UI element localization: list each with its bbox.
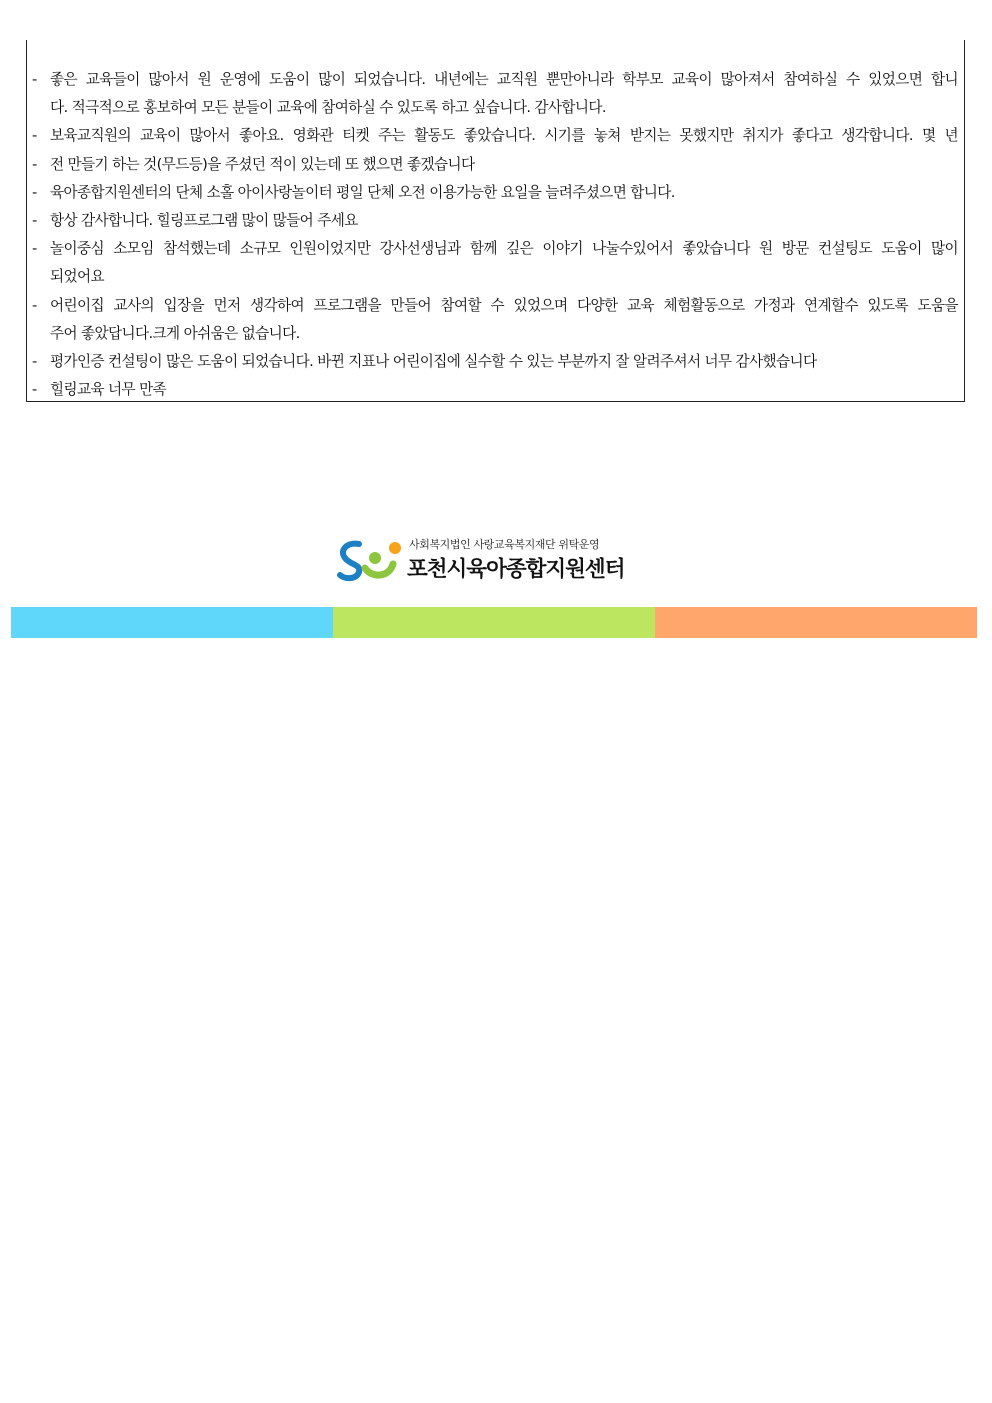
comment-text: 평가인증 컨설팅이 많은 도움이 되었습니다. 바뀐 지표나 어린이집에 실수할 수 있는 부분까지 잘 알려주셔서 너무 감사했습니다 [50,353,817,371]
comment-line [32,320,958,348]
bullet-dash: - [32,296,37,314]
comment-text: 항상 감사합니다. 힐링프로그램 많이 많들어 주세요 [50,212,358,230]
bullet-dash: - [32,353,37,371]
bullet-dash: - [32,240,37,258]
emblem-blue-swoosh [340,544,359,578]
comment-text: 보육교직원의 교육이 많아서 좋아요. 영화관 티켓 주는 활동도 좋았습니다. 시기를 놓쳐 받지는 못했지만 취지가 좋다고 생각합니다. 몇 년 [50,127,958,145]
comment-text: 어린이집 교사의 입장을 먼저 생각하여 프로그램을 만들어 참여할 수 있었으며 다양한 교육 체험활동으로 가정과 연계할수 있도록 도움을 [50,296,958,314]
comment-line [32,263,958,291]
bullet-dash: - [32,71,37,88]
comment-line [32,151,958,179]
comment-list [32,66,958,404]
comment-line [32,207,958,235]
comment-line [32,292,958,320]
color-band-blue [11,607,333,638]
bullet-dash: - [32,381,37,399]
center-logo [337,534,637,584]
comment-line [32,376,958,404]
comment-line [32,94,958,122]
comment-line [32,235,958,263]
comment-text: 놀이중심 소모임 참석했는데 소규모 인원이었지만 강사선생님과 함께 깊은 이야기 나눌수있어서 좋았습니다 원 방문 컨설팅도 도움이 많이 [50,240,958,258]
comment-text: 육아종합지원센터의 단체 소홀 아이사랑놀이터 평일 단체 오전 이용가능한 요일을 늘려주셨으면 합니다. [50,183,675,201]
center-emblem-icon [337,538,403,582]
bullet-dash: - [32,155,37,173]
color-band-green [333,607,655,638]
comment-text: 주어 좋았답니다.크게 아쉬움은 없습니다. [50,324,300,342]
bullet-dash: - [32,127,37,145]
color-band-orange [655,607,977,638]
comment-text: 다. 적극적으로 홍보하여 모든 분들이 교육에 참여하실 수 있도록 하고 싶습니다. 감사합니다. [50,99,606,117]
comment-text: 되었어요 [50,268,104,286]
comment-text: 좋은 교육들이 많아서 원 운영에 도움이 많이 되었습니다. 내년에는 교직원 뿐만아니라 학부모 교육이 많아져서 참여하실 수 있었으면 합니 [50,71,958,88]
comment-line [32,348,958,376]
comment-text: 힐링교육 너무 만족 [50,381,167,399]
comment-text: 전 만들기 하는 것(무드등)을 주셨던 적이 있는데 또 했으면 좋겠습니다 [50,155,475,173]
comment-line [32,66,958,94]
bullet-dash: - [32,212,37,230]
operator-subtitle: 사회복지법인 사랑교육복지재단 위탁운영 [409,538,600,551]
emblem-green-dot [369,552,381,564]
comment-line [32,179,958,207]
emblem-orange-dot [389,542,401,554]
comment-line [32,122,958,150]
center-name: 포천시육아종합지원센터 [407,557,625,582]
bullet-dash: - [32,183,37,201]
emblem-green-swoosh [365,564,393,575]
color-band [11,607,977,638]
